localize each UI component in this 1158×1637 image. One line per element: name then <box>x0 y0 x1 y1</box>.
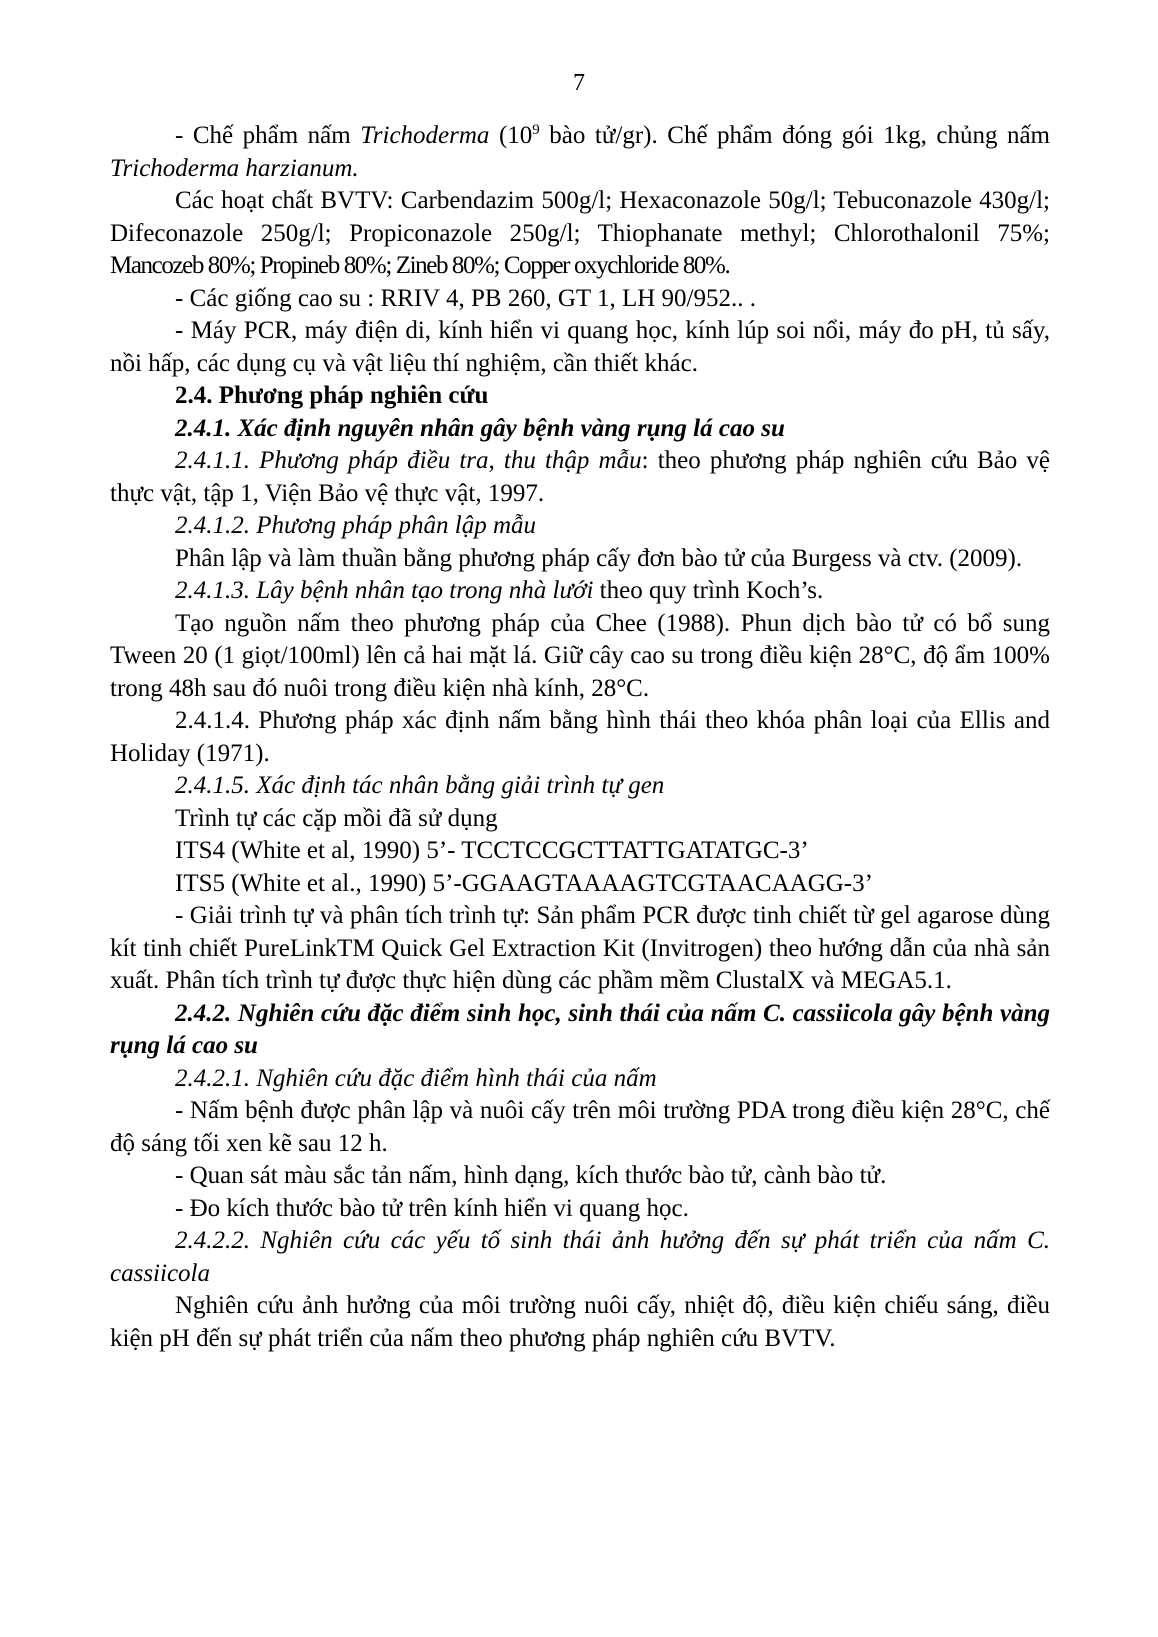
text: bào tử/gr). Chế phẩm đóng gói 1kg, chủng nấm <box>539 122 1050 149</box>
heading-2-4-2-2: 2.4.2.2. Nghiên cứu các yếu tố sinh thái ảnh hưởng đến sự phát triển của nấm C. cassiicola <box>110 1227 1050 1287</box>
heading-2-4-1-5: 2.4.1.5. Xác định tác nhân bằng giải trình tự gen <box>175 772 665 799</box>
text: : theo phương pháp nghiên cứu Bảo vệ thực vật, tập 1, Viện Bảo vệ thực vật, 1997. <box>110 447 1050 507</box>
text: - Chế phẩm nấm <box>175 122 361 149</box>
paragraph-primers-intro: Trình tự các cặp mồi đã sử dụng <box>175 804 498 832</box>
paragraph-rubber-varieties: - Các giống cao su : RRIV 4, PB 260, GT 1, LH 90/952.. . <box>175 284 757 312</box>
paragraph-observation: - Quan sát màu sắc tản nấm, hình dạng, kích thước bào tử, cành bào tử. <box>175 1162 887 1189</box>
superscript: 9 <box>532 122 540 138</box>
subheading: 2.4.1.3. Lây bệnh nhân tạo trong nhà lưới <box>175 577 594 604</box>
paragraph-sequencing: - Giải trình tự và phân tích trình tự: Sản phẩm PCR được tinh chiết từ gel agarose dùng kít tinh chiết PureLinkTM Quick Gel Extraction Kit (Invitrogen) theo hướng dẫn của nhà sản xuất. Phân tích trình tự được thực hiện dùng các phầm mềm ClustalX và MEGA5.1. <box>110 902 1050 994</box>
paragraph-culture: - Nấm bệnh được phân lập và nuôi cấy trên môi trường PDA trong điều kiện 28°C, chế độ sáng tối xen kẽ sau 12 h. <box>110 1097 1050 1157</box>
paragraph-ecology: Nghiên cứu ảnh hưởng của môi trường nuôi cấy, nhiệt độ, điều kiện chiếu sáng, điều kiện pH đến sự phát triển của nấm theo phương pháp nghiên cứu BVTV. <box>110 1292 1050 1352</box>
paragraph-2-4-1-4: 2.4.1.4. Phương pháp xác định nấm bằng hình thái theo khóa phân loại của Ellis and Holiday (1971). <box>110 707 1050 767</box>
text: theo quy trình Koch’s. <box>593 577 824 604</box>
heading-2-4-2-1: 2.4.2.1. Nghiên cứu đặc điểm hình thái của nấm <box>175 1064 657 1092</box>
species-name: Trichoderma <box>360 122 490 149</box>
text: Mancozeb 80%; Propineb 80%; Zineb 80%; Copper oxychloride 80%. <box>110 252 730 279</box>
paragraph-equipment: - Máy PCR, máy điện di, kính hiển vi quang học, kính lúp soi nổi, máy đo pH, tủ sấy, nồi hấp, các dụng cụ và vật liệu thí nghiệm, cần thiết khác. <box>110 317 1050 377</box>
paragraph-trichoderma <box>110 120 1050 185</box>
heading-2-4-2: 2.4.2. Nghiên cứu đặc điểm sinh học, sinh thái của nấm C. cassiicola gây bệnh vàng rụng lá cao su <box>110 999 1050 1059</box>
page-number: 7 <box>573 70 585 96</box>
paragraph-2-4-1-1 <box>110 445 1050 510</box>
paragraph-inoculum: Tạo nguồn nấm theo phương pháp của Chee (1988). Phun dịch bào tử có bổ sung Tween 20 (1 giọt/100ml) lên cả hai mặt lá. Giữ cây cao su trong điều kiện 28°C, độ ẩm 100% trong 48h sau đó nuôi trong điều kiện nhà kính, 28°C. <box>110 609 1050 702</box>
species-name: Trichoderma harzianum. <box>110 154 359 182</box>
primer-its5: ITS5 (White et al., 1990) 5’-GGAAGTAAAAGTCGTAACAAGG-3’ <box>175 869 873 897</box>
heading-2-4-1-2: 2.4.1.2. Phương pháp phân lập mẫu <box>175 512 536 539</box>
heading-2-4: 2.4. Phương pháp nghiên cứu <box>175 382 489 409</box>
subheading: 2.4.1.1. Phương pháp điều tra, thu thập mẫu <box>175 447 642 474</box>
paragraph-isolation: Phân lập và làm thuần bằng phương pháp cấy đơn bào tử của Burgess và ctv. (2009). <box>175 544 1023 572</box>
paragraph-active-ingredients <box>110 185 1050 283</box>
primer-its4: ITS4 (White et al, 1990) 5’- TCCTCCGCTTATTGATATGC-3’ <box>175 837 809 864</box>
text: Các hoạt chất BVTV: Carbendazim 500g/l; Hexaconazole 50g/l; Tebuconazole 430g/l; Difeconazole 250g/l; Propiconazole 250g/l; Thiophanate methyl; Chlorothalonil 75%; <box>110 187 1050 247</box>
paragraph-2-4-1-3 <box>110 575 1050 608</box>
heading-2-4-1: 2.4.1. Xác định nguyên nhân gây bệnh vàng rụng lá cao su <box>175 414 785 442</box>
paragraph-measurement: - Đo kích thước bào tử trên kính hiển vi quang học. <box>175 1194 689 1222</box>
text: (10 <box>489 122 533 149</box>
page-body <box>110 120 1050 1355</box>
